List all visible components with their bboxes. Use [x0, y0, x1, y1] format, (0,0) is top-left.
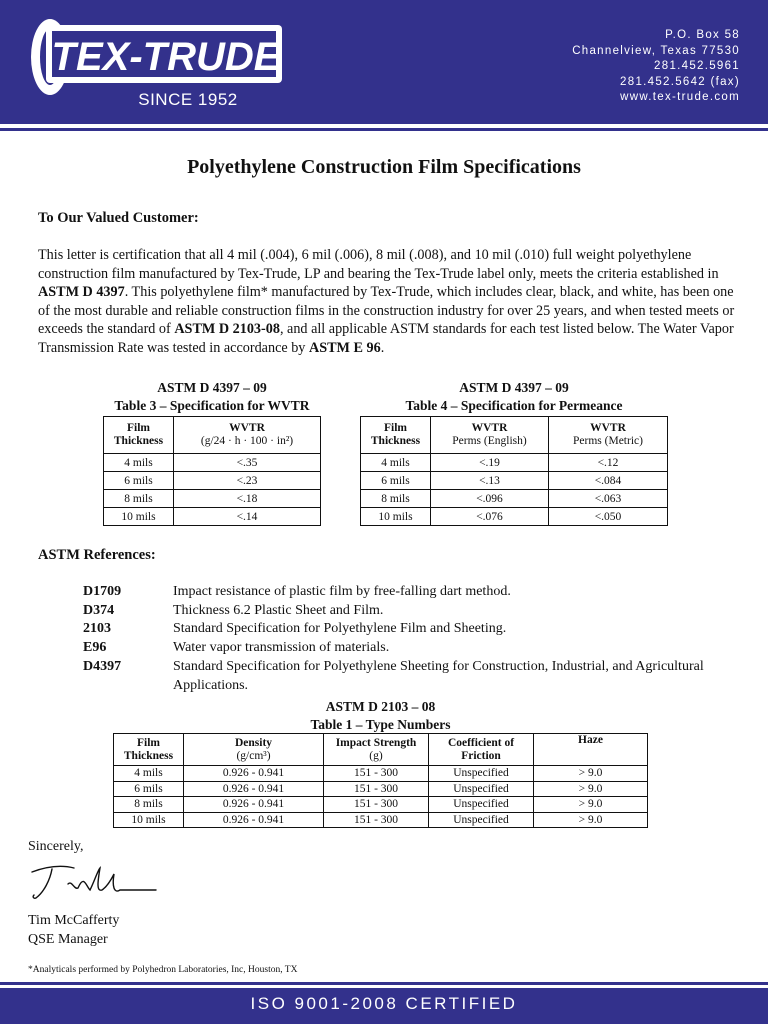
- ref-description: Thickness 6.2 Plastic Sheet and Film.: [173, 602, 384, 618]
- table-cell: Unspecified: [429, 812, 534, 828]
- column-header: [431, 417, 549, 454]
- table-cell: 151 - 300: [324, 797, 429, 813]
- letterhead-banner: [0, 0, 768, 124]
- phone-number: 281.452.5961: [654, 60, 740, 72]
- table-cell: 0.926 - 0.941: [184, 797, 324, 813]
- ref-code: 2103: [83, 621, 111, 637]
- table-row: [361, 454, 668, 472]
- standard-ref: ASTM E 96: [308, 339, 381, 356]
- table-cell: <.076: [431, 508, 549, 526]
- table-cell: 4 mils: [361, 454, 431, 472]
- page-title: Polyethylene Construction Film Specifications: [187, 156, 581, 178]
- table-cell: 8 mils: [114, 797, 184, 813]
- table-cell: 8 mils: [104, 490, 174, 508]
- table-cell: Unspecified: [429, 797, 534, 813]
- list-item: [83, 639, 753, 658]
- header-unit: (g/24 · h · 100 · in²): [200, 435, 294, 447]
- letter-text: , and all applicable ASTM standards for each test listed below. The Water Vapor Transmission Rate was tested in accordance by: [38, 321, 734, 356]
- table1-caption: [113, 698, 648, 734]
- table-cell: 6 mils: [114, 781, 184, 797]
- header-text: WVTR: [471, 422, 508, 434]
- header-unit: Perms (English): [452, 435, 527, 447]
- table-cell: > 9.0: [534, 812, 648, 828]
- table-cell: 10 mils: [114, 812, 184, 828]
- address-line: P.O. Box 58: [665, 29, 740, 41]
- table-row: [361, 490, 668, 508]
- table4-caption: [360, 379, 668, 415]
- column-header: [114, 734, 184, 766]
- closing: Sincerely,: [28, 839, 84, 854]
- column-header: [361, 417, 431, 454]
- table-row: [104, 490, 321, 508]
- signer-name: Tim McCafferty: [28, 913, 120, 928]
- table1-standard: ASTM D 2103 – 08: [325, 699, 436, 714]
- footnote: *Analyticals performed by Polyhedron Laboratories, Inc, Houston, TX: [28, 965, 298, 975]
- column-header: [534, 734, 648, 766]
- table-cell: <.050: [549, 508, 668, 526]
- table4-title: Table 4 – Specification for Permeance: [405, 398, 623, 413]
- table-cell: <.12: [549, 454, 668, 472]
- table-cell: 6 mils: [104, 472, 174, 490]
- table-cell: > 9.0: [534, 797, 648, 813]
- table1-title: Table 1 – Type Numbers: [310, 717, 451, 732]
- references-list: [83, 583, 753, 695]
- table3-title: Table 3 – Specification for WVTR: [114, 398, 310, 413]
- column-header: [429, 734, 534, 766]
- signature: [28, 860, 158, 902]
- table3-caption: [103, 379, 321, 415]
- table-row: [104, 454, 321, 472]
- list-item: [83, 620, 753, 639]
- table-cell: Unspecified: [429, 766, 534, 782]
- table-cell: 4 mils: [104, 454, 174, 472]
- table-cell: 10 mils: [104, 508, 174, 526]
- ref-code: D1709: [83, 584, 122, 599]
- salutation: To Our Valued Customer:: [38, 210, 199, 226]
- table-row: [104, 472, 321, 490]
- header-text: Coefficient of Friction: [447, 736, 515, 762]
- table3-wvtr: [103, 416, 321, 526]
- signer-title: QSE Manager: [28, 932, 108, 947]
- table-row: [114, 781, 648, 797]
- website-link[interactable]: www.tex-trude.com: [620, 91, 740, 103]
- table-row: [114, 812, 648, 828]
- table-cell: Unspecified: [429, 781, 534, 797]
- table-row: [361, 472, 668, 490]
- table-cell: <.14: [174, 508, 321, 526]
- table-cell: 8 mils: [361, 490, 431, 508]
- column-header: [104, 417, 174, 454]
- logo-text: TEX-TRUDE: [51, 35, 281, 79]
- column-header: [324, 734, 429, 766]
- table-cell: <.23: [174, 472, 321, 490]
- table-row: [114, 797, 648, 813]
- header-unit: (g): [369, 749, 383, 762]
- table-cell: 151 - 300: [324, 766, 429, 782]
- header-text: WVTR: [590, 422, 626, 434]
- signer-block: [28, 911, 119, 949]
- ref-description: Impact resistance of plastic film by free-falling dart method.: [173, 584, 511, 599]
- list-item: [83, 602, 753, 621]
- table-cell: 0.926 - 0.941: [184, 766, 324, 782]
- table-row: [114, 766, 648, 782]
- table-cell: 151 - 300: [324, 812, 429, 828]
- table3-standard: ASTM D 4397 – 09: [157, 380, 267, 395]
- ref-description: Standard Specification for Polyethylene Sheeting for Construction, Industrial, and Agricultural Applications.: [173, 658, 704, 693]
- letter-text: This letter is certification that all 4 mil (.004), 6 mil (.006), 8 mil (.008), and 10 mil (.010) full weight polyethylene construction film manufactured by Tex-Trude, LP and bearing the Tex-Trude label only, meets the criteria established in: [38, 247, 719, 282]
- list-item: [83, 583, 753, 602]
- header-unit: (g/cm³): [236, 749, 271, 762]
- table-cell: > 9.0: [534, 766, 648, 782]
- letter-body: [38, 246, 748, 357]
- column-header: [184, 734, 324, 766]
- ref-code: D4397: [83, 658, 122, 674]
- since-label: SINCE 1952: [138, 90, 238, 109]
- table-cell: > 9.0: [534, 781, 648, 797]
- letter-text: . This polyethylene film* manufactured by Tex-Trude, which includes clear, black, and white, has been one of the most durable and reliable construction films in the construction industry for over 25 years, and when tested meets or exceeds the standard of: [38, 284, 735, 337]
- references-heading: ASTM References:: [38, 547, 156, 563]
- header-text: Film Thickness: [113, 422, 164, 447]
- header-text: Impact Strength: [335, 736, 417, 749]
- ref-code: E96: [83, 640, 107, 656]
- table-row: [361, 508, 668, 526]
- header-text: Film Thickness: [370, 422, 421, 447]
- ref-description: Water vapor transmission of materials.: [173, 640, 390, 656]
- table-cell: 6 mils: [361, 472, 431, 490]
- table-cell: <.096: [431, 490, 549, 508]
- table-row: [104, 508, 321, 526]
- header-unit: Perms (Metric): [573, 435, 643, 447]
- table-cell: 4 mils: [114, 766, 184, 782]
- column-header: [174, 417, 321, 454]
- header-divider: [0, 128, 768, 131]
- table-cell: <.084: [549, 472, 668, 490]
- table-cell: <.19: [431, 454, 549, 472]
- header-text: WVTR: [229, 422, 265, 434]
- header-text: Film Thickness: [123, 736, 174, 762]
- table-cell: 0.926 - 0.941: [184, 812, 324, 828]
- table4-standard: ASTM D 4397 – 09: [459, 380, 569, 395]
- header-text: Haze: [578, 734, 603, 746]
- company-address: [572, 28, 740, 106]
- header-text: Density: [234, 736, 273, 749]
- column-header: [549, 417, 668, 454]
- list-item: [83, 658, 753, 695]
- fax-number: 281.452.5642 (fax): [620, 75, 740, 88]
- letter-text: .: [380, 339, 385, 356]
- table4-permeance: [360, 416, 668, 526]
- table-cell: <.35: [174, 454, 321, 472]
- table1-type-numbers: [113, 733, 648, 828]
- ref-description: Standard Specification for Polyethylene Film and Sheeting.: [173, 621, 507, 637]
- table-cell: <.18: [174, 490, 321, 508]
- address-line: Channelview, Texas 77530: [572, 44, 740, 57]
- standard-ref: ASTM D 2103-08: [174, 321, 280, 337]
- table-cell: <.13: [431, 472, 549, 490]
- table-cell: 0.926 - 0.941: [184, 781, 324, 797]
- certification-banner: ISO 9001-2008 CERTIFIED: [0, 988, 768, 1024]
- standard-ref: ASTM D 4397: [38, 284, 125, 300]
- table-cell: 10 mils: [361, 508, 431, 526]
- ref-code: D374: [83, 602, 115, 618]
- footer-divider: [0, 982, 768, 985]
- table-cell: 151 - 300: [324, 781, 429, 797]
- table-cell: <.063: [549, 490, 668, 508]
